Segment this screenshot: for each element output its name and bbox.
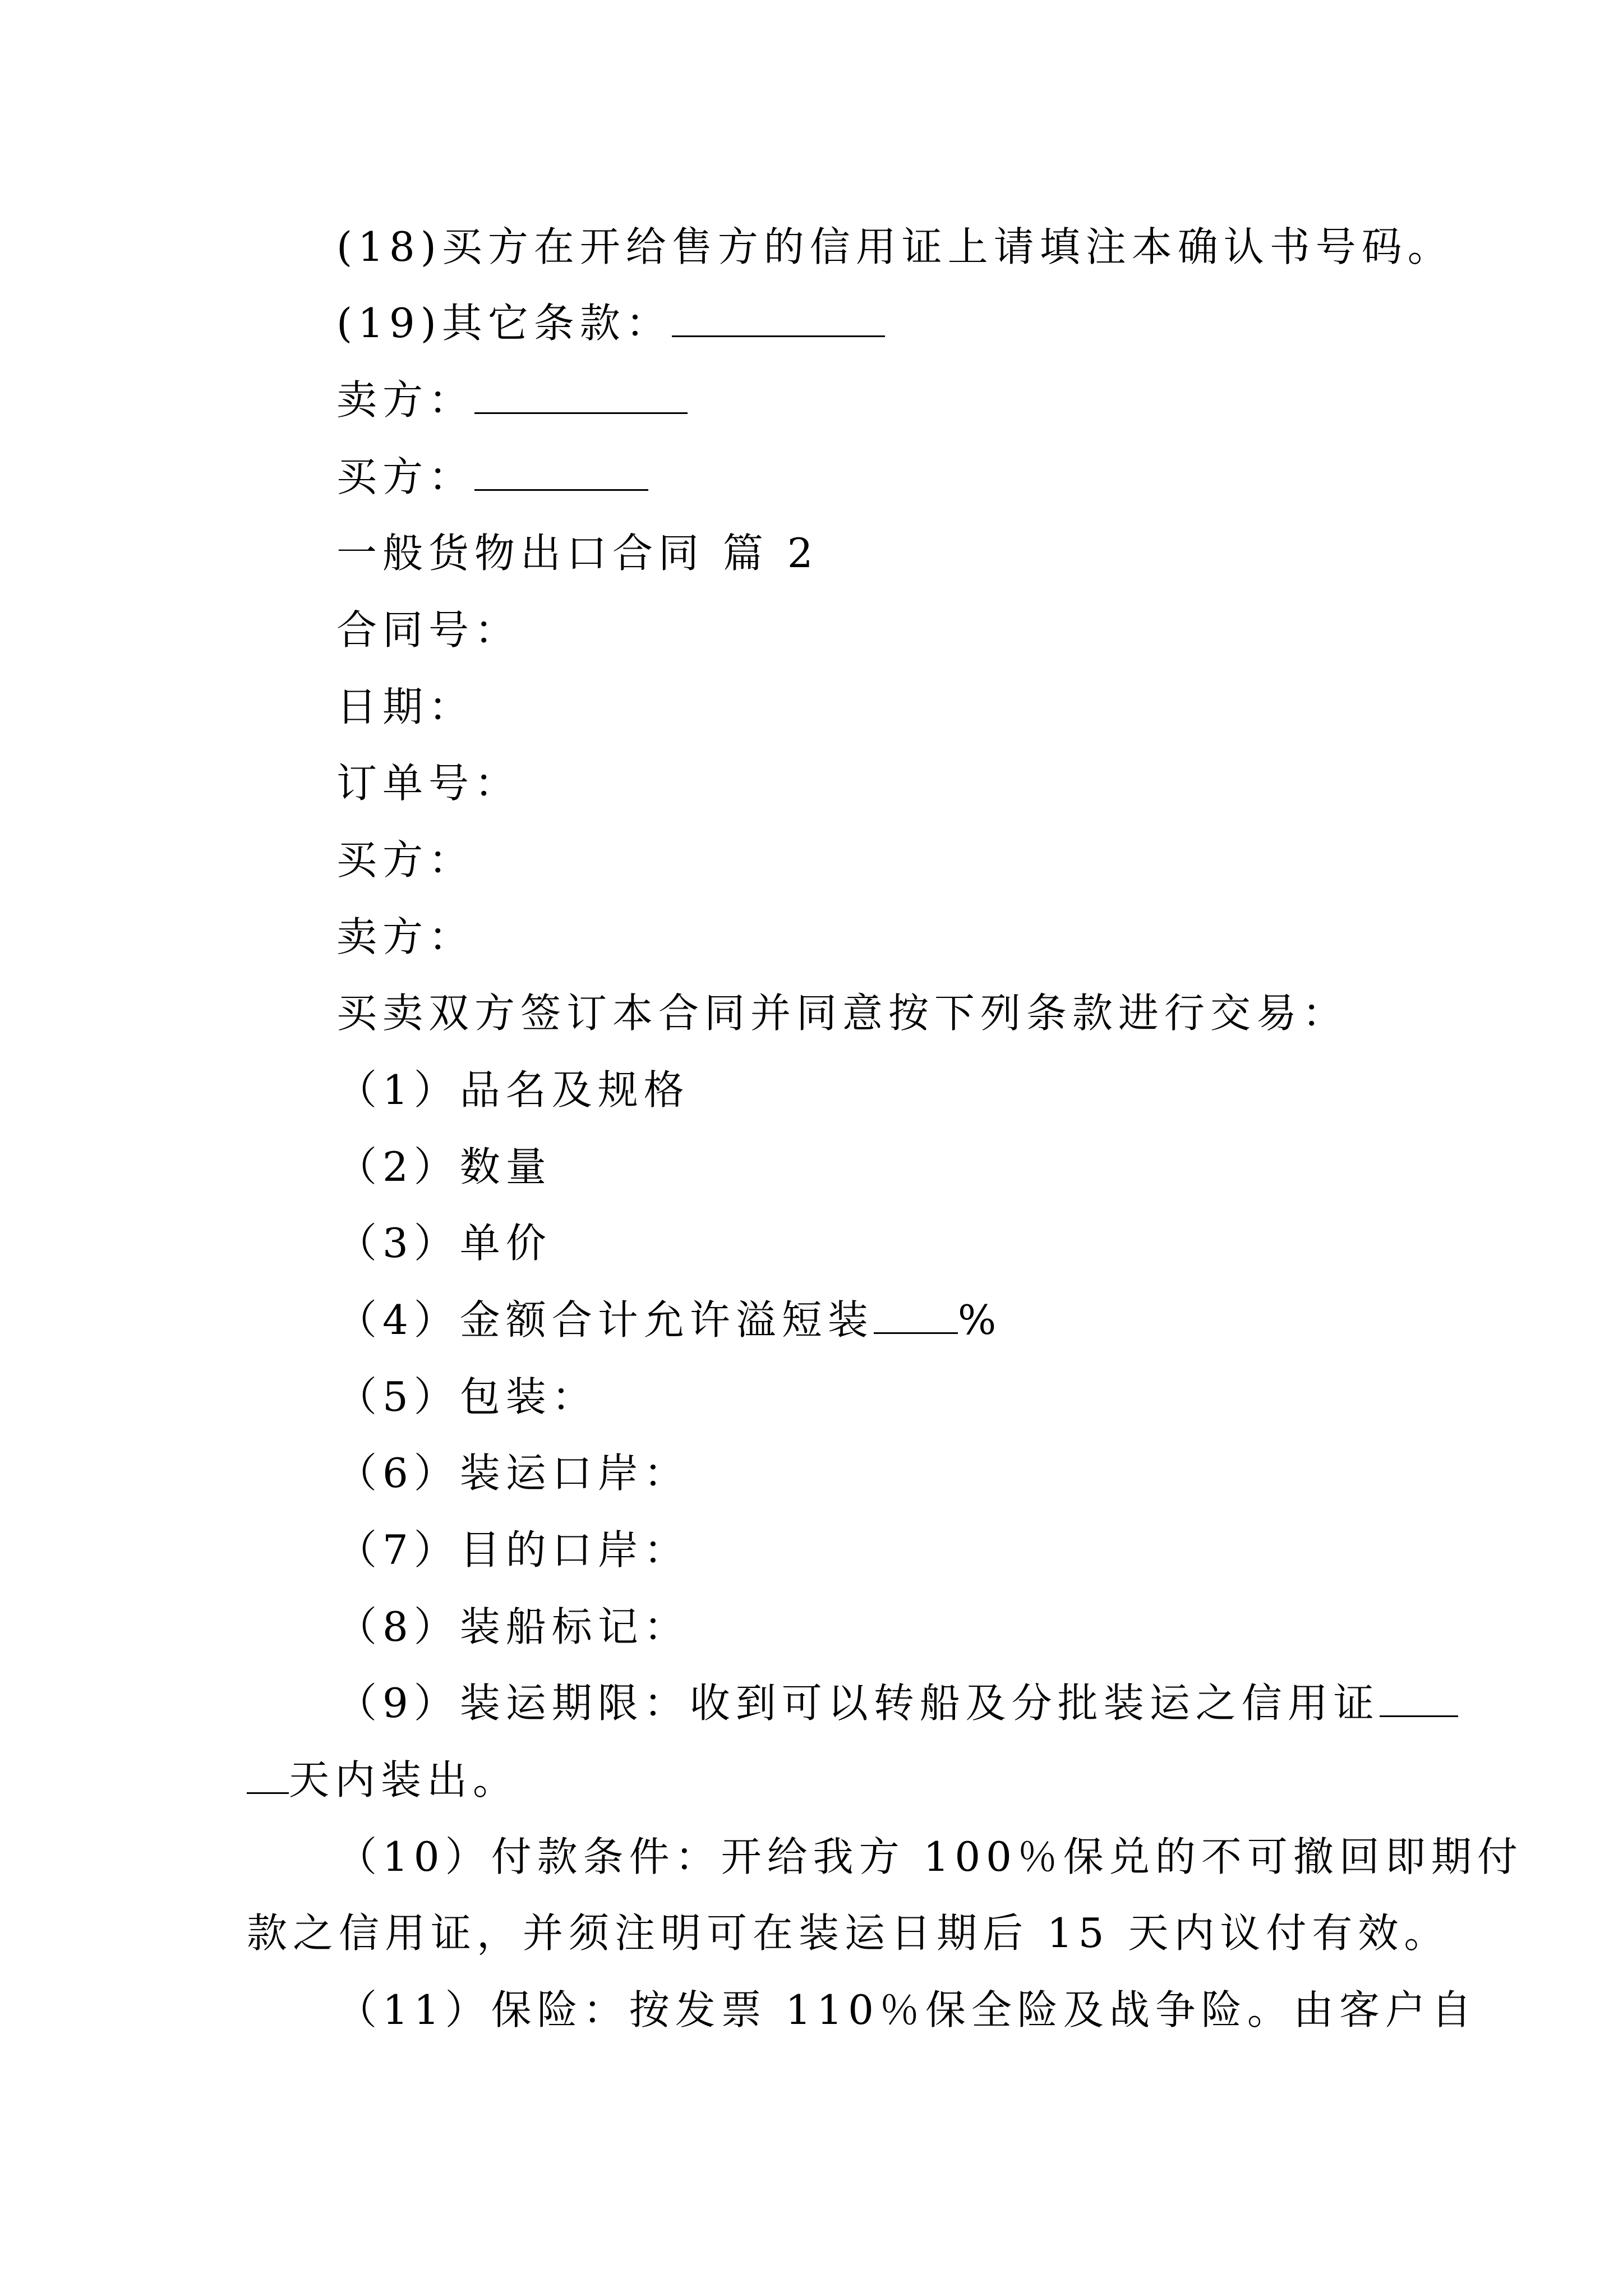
agreement-intro-text: 买卖双方签订本合同并同意按下列条款进行交易：: [336, 990, 1349, 1037]
tolerance-blank: [874, 1299, 958, 1334]
seller-blank: [474, 379, 688, 414]
clause-19-text: (19)其它条款：: [336, 300, 672, 347]
order-number-label: 订单号：: [336, 760, 521, 807]
item-7-text: （7）目的口岸：: [336, 1526, 690, 1573]
item-10-continued-text: 款之信用证，并须注明可在装运日期后 15 天内议付有效。: [247, 1910, 1450, 1957]
percent-sign: %: [957, 1296, 1002, 1343]
seller-field-label: 卖方：: [336, 913, 475, 960]
shipment-days-blank-a: [1380, 1682, 1458, 1717]
item-6: [336, 1446, 690, 1500]
shipment-days-blank-b: [247, 1759, 289, 1794]
item-9-text: （9）装运期限：收到可以转船及分批装运之信用证: [336, 1680, 1380, 1727]
date-field: [336, 680, 474, 734]
item-9: [336, 1676, 1458, 1730]
item-4: [336, 1293, 1002, 1347]
item-6-text: （6）装运口岸：: [336, 1450, 690, 1497]
item-10-text: （10）付款条件：开给我方 100％保兑的不可撤回即期付: [336, 1833, 1523, 1880]
item-5: [336, 1370, 598, 1424]
buyer-field: [336, 833, 474, 887]
order-number-field: [336, 756, 520, 810]
item-3-text: （3）单价: [336, 1220, 552, 1267]
item-10: [336, 1830, 1523, 1884]
item-10-continued: [247, 1906, 1450, 1960]
clause-19: [336, 296, 885, 350]
seller-signature-line: [336, 373, 688, 427]
item-2: [336, 1140, 552, 1194]
section-title: [336, 526, 819, 580]
clause-18: [336, 220, 1454, 274]
item-1: [336, 1063, 690, 1117]
item-11-text: （11）保险：按发票 110％保全险及战争险。由客户自: [336, 1986, 1477, 2033]
buyer-blank: [474, 455, 648, 491]
item-9-continued-text: 天内装出。: [289, 1756, 519, 1803]
date-label: 日期：: [336, 683, 475, 730]
item-9-continued: [247, 1753, 519, 1807]
item-3: [336, 1216, 552, 1270]
item-11: [336, 1983, 1477, 2037]
item-7: [336, 1523, 690, 1577]
buyer-label: 买方：: [336, 453, 475, 500]
seller-label: 卖方：: [336, 376, 475, 424]
item-8-text: （8）装船标记：: [336, 1603, 690, 1650]
other-terms-blank: [672, 302, 885, 337]
buyer-field-label: 买方：: [336, 836, 475, 884]
item-4-text: （4）金额合计允许溢短装: [336, 1296, 874, 1343]
contract-number-field: [336, 603, 520, 657]
seller-field: [336, 910, 474, 964]
item-8: [336, 1600, 690, 1654]
clause-18-text: (18)买方在开给售方的信用证上请填注本确认书号码。: [336, 223, 1454, 270]
section-title-text: 一般货物出口合同 篇 2: [336, 530, 819, 577]
buyer-signature-line: [336, 450, 648, 504]
agreement-intro: [336, 986, 1348, 1040]
contract-number-label: 合同号：: [336, 606, 521, 654]
item-1-text: （1）品名及规格: [336, 1066, 690, 1114]
item-2-text: （2）数量: [336, 1143, 552, 1190]
item-5-text: （5）包装：: [336, 1373, 598, 1420]
